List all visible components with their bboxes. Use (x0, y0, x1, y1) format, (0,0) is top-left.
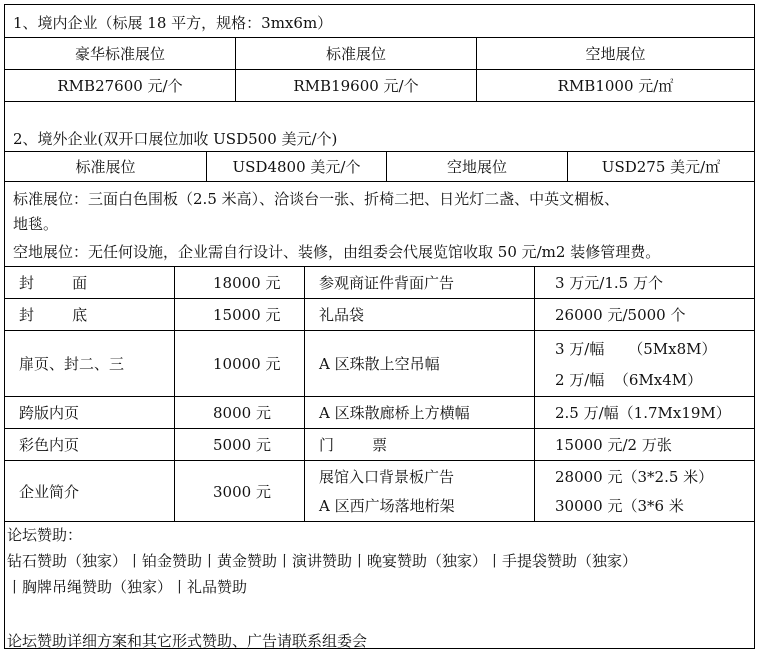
ad-price2-line: 2 万/幅 （6Mx4M） (555, 370, 703, 389)
forum-contact: 论坛赞助详细方案和其它形式赞助、广告请联系组委会 (7, 632, 368, 650)
notes-block (5, 182, 754, 267)
ad-item: 企业简介 (5, 461, 175, 521)
ad-price2-line: 30000 元（3*6 米 (555, 497, 684, 515)
ad-row (5, 331, 754, 397)
ad-item (5, 267, 175, 298)
ad-price: 3000 元 (175, 461, 305, 521)
header-raw-space: 空地展位 (585, 45, 646, 63)
price-deluxe-booth: RMB27600 元/个 (5, 70, 236, 101)
forum-sponsorship-block (5, 522, 754, 648)
header-deluxe-booth: 豪华标准展位 (5, 38, 236, 69)
ad-price2-line: 3 万/幅 （5Mx8M） (555, 339, 717, 358)
ad-price: 8000 元 (175, 397, 305, 428)
forum-sponsor-line2: 丨胸牌吊绳赞助（独家）丨礼品赞助 (7, 578, 248, 596)
overseas-standard-label: 标准展位 (5, 152, 207, 181)
section1-header-row (5, 38, 754, 70)
ad-price2: 15000 元/2 万张 (555, 436, 672, 454)
ad-price2: 3 万元/1.5 万个 (555, 274, 663, 292)
price-standard-booth: RMB19600 元/个 (236, 70, 477, 101)
header-standard-booth: 标准展位 (236, 38, 477, 69)
standard-booth-note-line2: 地毯。 (13, 215, 59, 233)
forum-title: 论坛赞助： (7, 526, 83, 544)
ad-item: 扉页、封二、三 (5, 331, 175, 396)
ad-price2: 2.5 万/幅（1.7Mx19M） (555, 404, 731, 422)
section2-title-row (5, 102, 754, 152)
raw-space-note: 空地展位：无任何设施，企业需自行设计、装修，由组委会代展览馆收取 50 元/m2 装修管理费。 (13, 243, 661, 261)
ad-item2-text: 门 票 (319, 436, 388, 454)
ad-item (5, 299, 175, 330)
ad-item-text: 封 面 (19, 274, 88, 292)
standard-booth-note-line1: 标准展位：三面白色围板（2.5 米高）、洽谈台一张、折椅二把、日光灯二盏、中英文楣板、 (13, 190, 620, 208)
section2-price-row (5, 152, 754, 182)
ad-price2: 26000 元/5000 个 (555, 306, 686, 324)
ad-price2-multi (535, 331, 754, 396)
ad-row (5, 461, 754, 522)
overseas-raw-label: 空地展位 (387, 152, 568, 181)
ad-item-text: 封 底 (19, 306, 88, 324)
ad-row (5, 429, 754, 461)
ad-row (5, 299, 754, 331)
pricing-document (4, 4, 755, 649)
ad-item2: 参观商证件背面广告 (305, 267, 535, 298)
section2-title: 2、境外企业(双开口展位加收 USD500 美元/个) (13, 130, 338, 148)
price-raw-space: RMB1000 元/㎡ (557, 77, 674, 95)
ad-item2 (305, 429, 535, 460)
overseas-raw-price: USD275 美元/㎡ (601, 158, 721, 176)
section1-price-row (5, 70, 754, 102)
ad-price: 5000 元 (175, 429, 305, 460)
ad-price2-multi (535, 461, 754, 521)
ad-row (5, 397, 754, 429)
ad-item2: A 区珠散廊桥上方横幅 (305, 397, 535, 428)
ad-price: 18000 元 (175, 267, 305, 298)
ad-item2-line: 展馆入口背景板广告 (319, 468, 455, 486)
ad-price: 15000 元 (175, 299, 305, 330)
ad-item2: 礼品袋 (305, 299, 535, 330)
ad-item2-multi (305, 461, 535, 521)
ad-item2: A 区珠散上空吊幅 (305, 331, 535, 396)
overseas-standard-price: USD4800 美元/个 (207, 152, 387, 181)
ad-price: 10000 元 (175, 331, 305, 396)
section1-title: 1、境内企业（标展 18 平方，规格：3mx6m） (13, 14, 333, 32)
ad-price2-line: 28000 元（3*2.5 米） (555, 468, 714, 486)
ad-row (5, 267, 754, 299)
forum-sponsor-line1: 钻石赞助（独家）丨铂金赞助丨黄金赞助丨演讲赞助丨晚宴赞助（独家）丨手提袋赞助（独家） (7, 552, 638, 570)
section1-title-row (5, 5, 754, 38)
ad-item: 跨版内页 (5, 397, 175, 428)
ad-item2-line: A 区西广场落地桁架 (319, 497, 455, 515)
ad-item: 彩色内页 (5, 429, 175, 460)
